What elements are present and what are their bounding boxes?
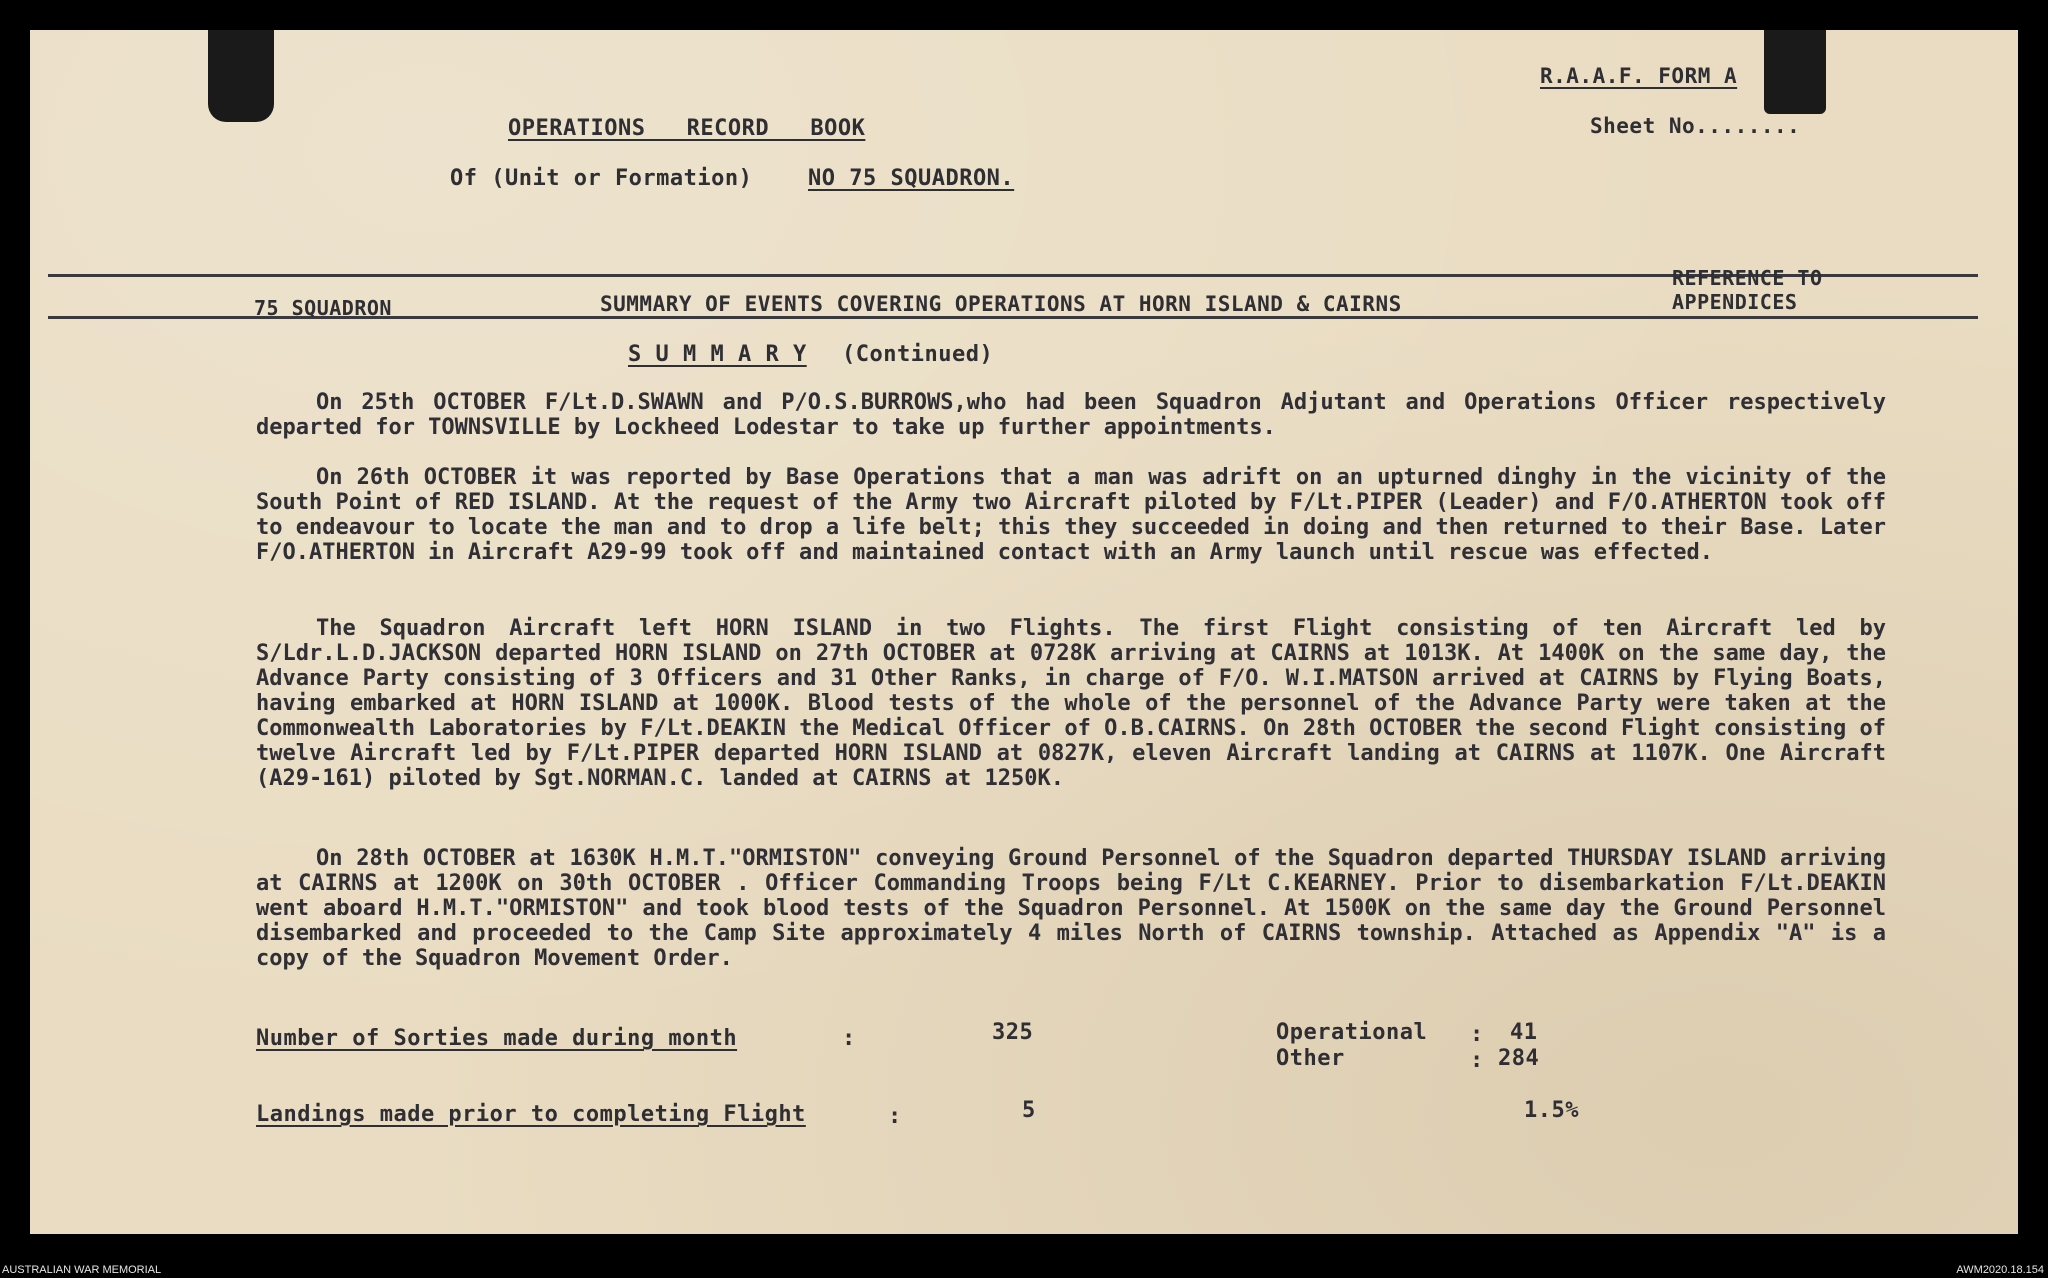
archive-reference: AWM2020.18.154	[1956, 1264, 2044, 1276]
paragraph-4: On 28th OCTOBER at 1630K H.M.T."ORMISTON" conveying Ground Personnel of the Squadron departed THURSDAY ISLAND arriving at CAIRNS at 1200K on 30th OCTOBER . Officer Commanding Troops being F/Lt C.KEARNEY. Prior to disembarkation F/Lt.DEAKIN went aboard H.M.T."ORMISTON" and took blood tests of the Squadron Personnel. At 1500K on the same day the Ground Personnel disembarked and proceeded to the Camp Site approximately 4 miles North of CAIRNS township. Attached as Appendix "A" is a copy of the Squadron Movement Order.	[256, 846, 1886, 971]
summary-continued: (Continued)	[842, 342, 994, 367]
unit-prefix: Of (Unit or Formation)	[450, 166, 753, 191]
other-label: Other	[1276, 1046, 1345, 1071]
paragraph-3: The Squadron Aircraft left HORN ISLAND in two Flights. The first Flight consisting of ten Aircraft led by S/Ldr.L.D.JACKSON departed HORN ISLAND on 27th OCTOBER at 0728K arriving at CAIRNS at 1013K. At 1400K on the same day, the Advance Party consisting of 3 Officers and 31 Other Ranks, in charge of F/O. W.I.MATSON arrived at CAIRNS by Flying Boats, having embarked at HORN ISLAND at 1000K. Blood tests of the whole of the personnel of the Advance Party were taken at the Commonwealth Laboratories by F/Lt.DEAKIN the Medical Officer of O.B.CAIRNS. On 28th OCTOBER the second Flight consisting of twelve Aircraft led by F/Lt.PIPER departed HORN ISLAND at 0827K, eleven Aircraft landing at CAIRNS at 1107K. One Aircraft (A29-161) piloted by Sgt.NORMAN.C. landed at CAIRNS at 1250K.	[256, 616, 1886, 791]
sheet-number: Sheet No........	[1590, 114, 1801, 138]
binder-clip-right	[1764, 30, 1826, 114]
summary-heading: S U M M A R Y	[628, 342, 807, 367]
operational-value: 41	[1510, 1020, 1538, 1045]
other-value: 284	[1498, 1046, 1540, 1071]
landings-value: 5	[1022, 1098, 1036, 1123]
unit-name: NO 75 SQUADRON.	[808, 166, 1015, 191]
squadron-column-label: 75 SQUADRON	[254, 296, 392, 320]
sorties-value: 325	[992, 1020, 1034, 1045]
book-title: OPERATIONS RECORD BOOK	[508, 116, 866, 141]
sorties-label: Number of Sorties made during month	[256, 1026, 738, 1051]
paragraph-1: On 25th OCTOBER F/Lt.D.SWAWN and P/O.S.BURROWS,who had been Squadron Adjutant and Operations Officer respectively departed for TOWNSVILLE by Lockheed Lodestar to take up further appointments.	[256, 390, 1886, 440]
operational-label: Operational	[1276, 1020, 1428, 1045]
operational-sep: :	[1470, 1022, 1484, 1047]
reference-label-line1: REFERENCE TO	[1672, 266, 1823, 290]
landings-percent: 1.5%	[1524, 1098, 1579, 1123]
summary-title: SUMMARY OF EVENTS COVERING OPERATIONS AT HORN ISLAND & CAIRNS	[600, 292, 1402, 316]
form-label: R.A.A.F. FORM A	[1540, 64, 1738, 88]
landings-label: Landings made prior to completing Flight	[256, 1102, 806, 1127]
landings-colon: :	[888, 1104, 902, 1129]
archive-credit: AUSTRALIAN WAR MEMORIAL	[2, 1264, 162, 1276]
other-sep: :	[1470, 1048, 1484, 1073]
document-page	[30, 30, 2018, 1234]
reference-label-line2: APPENDICES	[1672, 290, 1798, 314]
binder-clip-left	[208, 30, 274, 122]
sorties-colon: :	[842, 1026, 856, 1051]
paragraph-2: On 26th OCTOBER it was reported by Base Operations that a man was adrift on an upturned dinghy in the vicinity of the South Point of RED ISLAND. At the request of the Army two Aircraft piloted by F/Lt.PIPER (Leader) and F/O.ATHERTON took off to endeavour to locate the man and to drop a life belt; this they succeeded in doing and then returned to their Base. Later F/O.ATHERTON in Aircraft A29-99 took off and maintained contact with an Army launch until rescue was effected.	[256, 465, 1886, 565]
